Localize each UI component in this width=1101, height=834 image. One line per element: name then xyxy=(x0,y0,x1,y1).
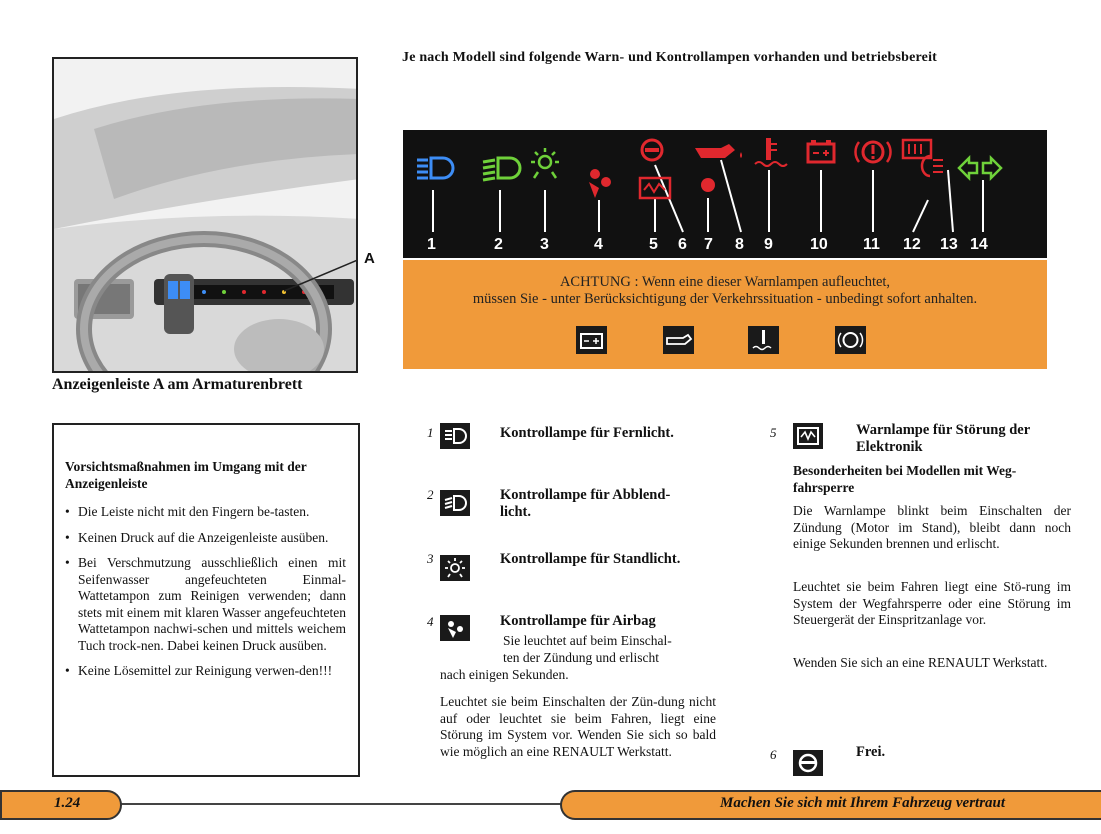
lamp-1-number: 1 xyxy=(427,425,434,440)
list-item: • Die Leiste nicht mit den Fingern be-tasten. xyxy=(65,504,346,521)
lamp-5-number: 5 xyxy=(770,425,777,440)
low-beam-icon xyxy=(440,490,470,516)
side-light-icon xyxy=(440,555,470,581)
lamp-6-number: 6 xyxy=(770,747,777,762)
label-a: A xyxy=(364,250,375,267)
side-light-icon xyxy=(531,148,559,178)
electronics-fault-icon xyxy=(793,423,823,449)
lamp-number: 11 xyxy=(863,236,880,253)
airbag-icon xyxy=(440,615,470,641)
achtung-line-2: müssen Sie - unter Berücksichtigung der Verkehrssituation - unbedingt sofort anhalten. xyxy=(472,291,978,307)
lamp-3-heading: Kontrollampe für Standlicht. xyxy=(500,551,681,567)
lamp-number: 5 xyxy=(649,236,658,253)
coolant-temp-icon xyxy=(748,326,779,354)
lamp-2-number: 2 xyxy=(427,487,434,502)
lamp-number: 14 xyxy=(970,236,988,253)
chapter-title: Machen Sie sich mit Ihrem Fahrzeug vertraut xyxy=(720,795,1006,811)
oil-pressure-icon xyxy=(695,144,742,158)
achtung-line-1: ACHTUNG : Wenn eine dieser Warnlampen aufleuchtet, xyxy=(559,274,891,290)
list-item: • Keinen Druck auf die Anzeigenleiste ausüben. xyxy=(65,530,346,547)
dashboard-figure xyxy=(52,57,358,373)
lamp-4-text-2: ten der Zündung und erlischt xyxy=(503,650,659,665)
list-item: • Keine Lösemittel zur Reinigung verwen-den!!! xyxy=(65,663,346,680)
lamp-2-heading-1: Kontrollampe für Abblend- xyxy=(500,487,671,503)
battery-icon xyxy=(808,140,834,162)
lamp-4-number: 4 xyxy=(427,614,434,629)
high-beam-icon xyxy=(440,423,470,449)
airbag-icon xyxy=(589,169,611,198)
high-beam-icon xyxy=(417,158,453,178)
lamp-5-subheading: Besonderheiten bei Modellen mit Weg-fahrsperre xyxy=(793,463,1017,495)
brake-fluid-dot-icon xyxy=(701,178,715,192)
lamp-4-text-3: nach einigen Sekunden. xyxy=(440,667,569,682)
lamp-number: 13 xyxy=(940,236,958,253)
lamp-number: 8 xyxy=(735,236,744,253)
page-number: 1.24 xyxy=(54,795,81,811)
precautions-title: Vorsichtsmaßnahmen im Umgang mit der Anzeigenleiste xyxy=(65,459,307,491)
precautions-box xyxy=(52,423,360,777)
lamp-number: 4 xyxy=(594,236,603,253)
lamp-4-paragraph: Leuchtet sie beim Einschalten der Zün-dung nicht auf oder leuchtet sie beim Fahren, liegt eine Störung im System vor. Wenden Sie sich so bald wie möglich an eine RENAULT Werkstatt. xyxy=(440,694,716,759)
list-item: • Bei Verschmutzung ausschließlich einen mit Seifenwasser angefeuchteten Einmal-Wattetampon zum Reinigen verwenden; dann stets mit einem mit klaren Wasser angefeuchteten Wattetampon nachwi-schen und mittels weichem Tuch trock-nen. Dabei keinen Druck ausüben. xyxy=(65,555,346,654)
lamp-number: 12 xyxy=(903,236,921,253)
steering-icon xyxy=(793,750,823,776)
lamp-5-paragraph-3: Wenden Sie sich an eine RENAULT Werkstatt. xyxy=(793,655,1048,670)
achtung-box xyxy=(403,260,1047,369)
lamp-number: 9 xyxy=(764,236,773,253)
lamp-5-heading-1: Warnlampe für Störung der xyxy=(856,422,1031,438)
lamp-4-text-1: Sie leuchtet auf beim Einschal- xyxy=(503,633,672,648)
turn-indicator-icon xyxy=(959,158,1001,178)
rear-demist-icon xyxy=(903,140,931,158)
lamp-5-paragraph-2: Leuchtet sie beim Fahren liegt eine Stö-rung im System der Wegfahrsperre oder eine Störung im Steuergerät der Einspritzanlage vor. xyxy=(793,579,1071,627)
lamp-5-heading-2: Elektronik xyxy=(856,439,923,455)
lamp-number: 3 xyxy=(540,236,549,253)
brake-icon xyxy=(835,326,866,354)
coolant-temp-icon xyxy=(755,138,787,166)
intro-text: Je nach Modell sind folgende Warn- und Kontrollampen vorhanden und betriebsbereit xyxy=(402,50,938,65)
warning-lamp-bar xyxy=(403,130,1047,258)
lamp-3-number: 3 xyxy=(427,551,434,566)
dashboard-illustration xyxy=(54,59,358,373)
lamp-5-paragraph-1: Die Warnlampe blinkt beim Einschalten der Zündung (Motor im Stand), bleibt dann noch einige Sekunden brennen und erlischt. xyxy=(793,503,1071,551)
lamp-4-heading: Kontrollampe für Airbag xyxy=(500,613,656,629)
lamp-number: 10 xyxy=(810,236,828,253)
lamp-number: 6 xyxy=(678,236,687,253)
lamp-number: 7 xyxy=(704,236,713,253)
low-beam-icon xyxy=(483,158,520,180)
lamp-1-heading: Kontrollampe für Fernlicht. xyxy=(500,425,674,441)
brake-icon xyxy=(855,142,890,162)
lamp-number: 2 xyxy=(494,236,503,253)
lamp-6-heading: Frei. xyxy=(856,744,886,760)
figure-caption: Anzeigenleiste A am Armaturenbrett xyxy=(52,376,303,393)
lamp-2-heading-2: licht. xyxy=(500,504,532,520)
rear-fog-icon xyxy=(922,156,943,176)
battery-icon xyxy=(576,326,607,354)
oil-pressure-icon xyxy=(663,326,694,354)
steering-icon xyxy=(642,140,662,160)
lamp-number: 1 xyxy=(427,236,436,253)
